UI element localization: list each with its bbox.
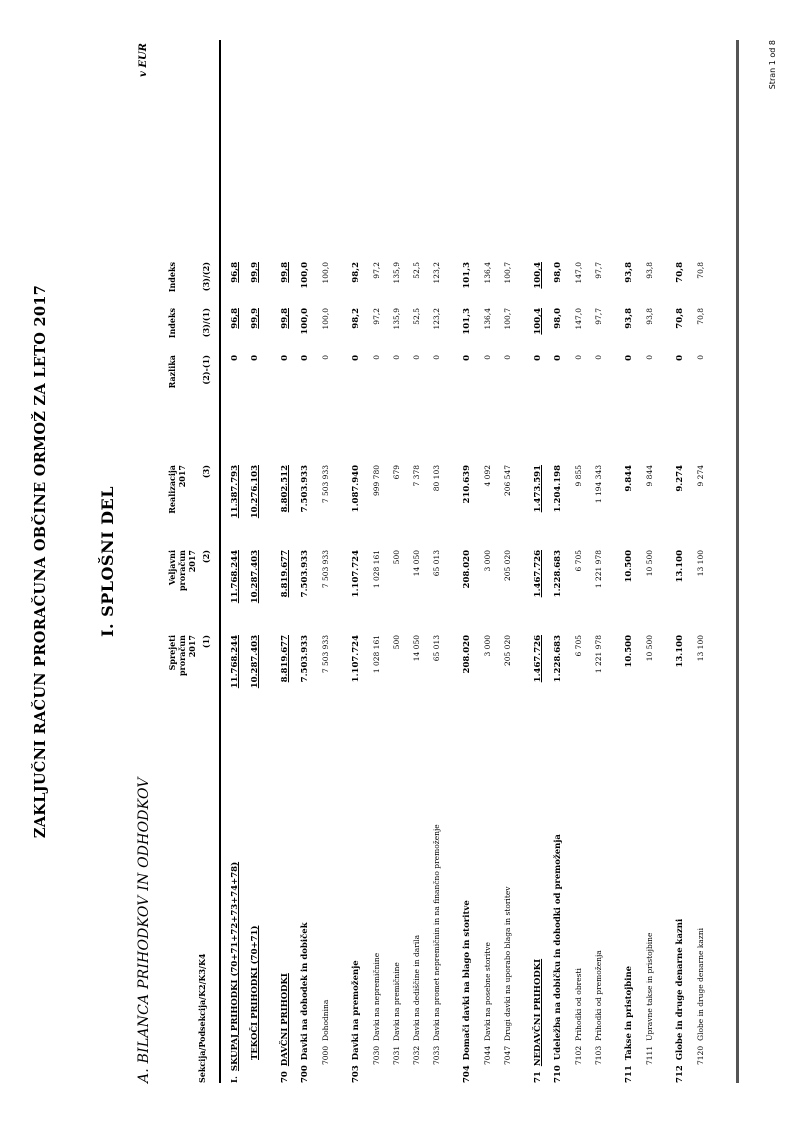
cell-v3: 7.503.933 bbox=[300, 465, 310, 513]
row-label bbox=[594, 950, 603, 1083]
row-code: I. bbox=[230, 1076, 240, 1083]
cell-v3: 9 844 bbox=[645, 465, 654, 487]
cell-raz: 0 bbox=[533, 355, 543, 361]
cell-v2: 7.503.933 bbox=[300, 550, 310, 598]
row-label bbox=[462, 900, 472, 1083]
row-name: Drugi davki na uporabo blaga in storitev bbox=[503, 886, 512, 1041]
cell-raz: 0 bbox=[624, 355, 634, 361]
table-row bbox=[392, 40, 406, 1083]
row-label bbox=[533, 959, 543, 1083]
cell-v3: 4 092 bbox=[483, 465, 492, 487]
column-header-line: (2) bbox=[201, 550, 211, 564]
cell-i2: 98,2 bbox=[351, 262, 361, 283]
table-row bbox=[351, 40, 365, 1083]
row-name: Domači davki na blago in storitve bbox=[462, 900, 472, 1061]
cell-raz: 0 bbox=[300, 355, 310, 361]
column-header-2 bbox=[167, 550, 211, 630]
cell-raz: 0 bbox=[412, 355, 421, 360]
table-row bbox=[675, 40, 689, 1083]
table-row bbox=[280, 40, 294, 1083]
cell-i1: 99,9 bbox=[250, 308, 260, 329]
cell-v3: 210.639 bbox=[462, 465, 472, 504]
table-row bbox=[624, 40, 638, 1083]
cell-v1: 1.107.724 bbox=[351, 635, 361, 683]
row-code: 7000 bbox=[321, 1045, 330, 1065]
row-name: Upravne takse in pristojbine bbox=[645, 932, 654, 1041]
cell-raz: 0 bbox=[432, 355, 441, 360]
section-title: A. BILANCA PRIHODKOV IN ODHODKOV bbox=[136, 777, 152, 1083]
cell-i1: 100,0 bbox=[321, 308, 330, 330]
cell-i1: 70,8 bbox=[696, 308, 705, 325]
column-header-line bbox=[187, 262, 197, 342]
table-row bbox=[553, 40, 567, 1083]
cell-i2: 99,9 bbox=[250, 262, 260, 283]
cell-raz: 0 bbox=[553, 355, 563, 361]
cell-v1: 7.503.933 bbox=[300, 635, 310, 683]
row-label bbox=[412, 935, 421, 1083]
row-label bbox=[230, 862, 240, 1083]
cell-v1: 65 013 bbox=[432, 635, 441, 662]
cell-raz: 0 bbox=[250, 355, 260, 361]
row-label bbox=[553, 834, 563, 1083]
cell-raz: 0 bbox=[351, 355, 361, 361]
row-code: 700 bbox=[300, 1065, 310, 1083]
row-label bbox=[503, 886, 512, 1083]
cell-i1: 123,2 bbox=[432, 308, 441, 330]
cell-v1: 6 705 bbox=[574, 635, 583, 657]
row-label bbox=[624, 966, 634, 1083]
row-name: Davki na dohodek in dobiček bbox=[300, 922, 310, 1061]
cell-v3: 9.844 bbox=[624, 465, 634, 492]
cell-i2: 100,7 bbox=[503, 262, 512, 284]
cell-i2: 100,4 bbox=[533, 262, 543, 289]
row-label bbox=[321, 1000, 330, 1083]
cell-v2: 13 100 bbox=[696, 550, 705, 577]
row-name: Prihodki od premoženja bbox=[594, 950, 603, 1041]
row-code: 7120 bbox=[696, 1045, 705, 1065]
cell-i1: 100,7 bbox=[503, 308, 512, 330]
cell-v2: 14 050 bbox=[412, 550, 421, 577]
row-name: Globe in druge denarne kazni bbox=[675, 918, 685, 1061]
document-title: ZAKLJUČNI RAČUN PRORAČUNA OBČINE ORMOŽ ZA LETO 2017 bbox=[32, 284, 49, 839]
row-code: 711 bbox=[624, 1065, 634, 1083]
cell-v3: 1.473.591 bbox=[533, 465, 543, 513]
cell-v2: 1 221 978 bbox=[594, 550, 603, 589]
cell-v3: 999 780 bbox=[372, 465, 381, 497]
column-header-6 bbox=[167, 262, 211, 342]
column-header-3 bbox=[167, 465, 211, 545]
row-code: 7044 bbox=[483, 1045, 492, 1065]
cell-v1: 10.287.403 bbox=[250, 635, 260, 689]
cell-v1: 11.768.244 bbox=[230, 635, 240, 689]
column-header-line: Realizacija bbox=[167, 465, 177, 514]
row-label bbox=[483, 942, 492, 1083]
cell-i1: 100,0 bbox=[300, 308, 310, 335]
cell-v2: 10.287.403 bbox=[250, 550, 260, 604]
cell-raz: 0 bbox=[321, 355, 330, 360]
row-code: 710 bbox=[553, 1065, 563, 1083]
cell-v2: 10.500 bbox=[624, 550, 634, 583]
table-row bbox=[412, 40, 426, 1083]
cell-i1: 100,4 bbox=[533, 308, 543, 335]
cell-v2: 1.467.726 bbox=[533, 550, 543, 598]
column-header-line bbox=[187, 465, 197, 545]
table-row bbox=[300, 40, 314, 1083]
cell-v3: 9 274 bbox=[696, 465, 705, 487]
cell-i2: 70,8 bbox=[675, 262, 685, 283]
row-name: Takse in pristojbine bbox=[624, 965, 634, 1061]
row-name: NEDAVČNI PRIHODKI bbox=[533, 958, 543, 1067]
row-label bbox=[645, 933, 654, 1083]
table-row bbox=[483, 40, 497, 1083]
cell-i1: 70,8 bbox=[675, 308, 685, 329]
cell-v2: 205 020 bbox=[503, 550, 512, 582]
table-row bbox=[462, 40, 476, 1083]
header-rule bbox=[219, 40, 221, 1083]
column-label-header: Sekcija/Podsekcija/K2/K3/K4 bbox=[197, 953, 207, 1083]
row-code: 7103 bbox=[594, 1045, 603, 1065]
row-code: 7102 bbox=[574, 1045, 583, 1065]
cell-raz: 0 bbox=[392, 355, 401, 360]
cell-raz: 0 bbox=[645, 355, 654, 360]
part-title: I. SPLOŠNI DEL bbox=[98, 486, 117, 637]
column-header-line: proračun bbox=[177, 550, 187, 592]
table-row bbox=[645, 40, 659, 1083]
cell-i1: 97,2 bbox=[372, 308, 381, 325]
cell-v3: 80 103 bbox=[432, 465, 441, 492]
cell-v1: 3 000 bbox=[483, 635, 492, 657]
cell-i1: 136,4 bbox=[483, 308, 492, 330]
column-header-line: (2)-(1) bbox=[201, 355, 211, 385]
cell-raz: 0 bbox=[574, 355, 583, 360]
row-name: TEKOČI PRIHODKI (70+71) bbox=[250, 925, 260, 1060]
cell-v1: 13.100 bbox=[675, 635, 685, 668]
cell-v3: 9.274 bbox=[675, 465, 685, 492]
column-header-line: (3) bbox=[201, 465, 211, 479]
table-row bbox=[432, 40, 446, 1083]
cell-v1: 14 050 bbox=[412, 635, 421, 662]
cell-i1: 147,0 bbox=[574, 308, 583, 330]
cell-i2: 136,4 bbox=[483, 262, 492, 284]
table-row bbox=[574, 40, 588, 1083]
cell-i2: 147,0 bbox=[574, 262, 583, 284]
row-code: 704 bbox=[462, 1065, 472, 1083]
cell-i2: 93,8 bbox=[645, 262, 654, 279]
cell-v1: 7 503 933 bbox=[321, 635, 330, 674]
cell-v2: 500 bbox=[392, 550, 401, 565]
row-name: Dohodnina bbox=[321, 999, 330, 1041]
cell-i2: 98,0 bbox=[553, 262, 563, 283]
cell-v3: 7 378 bbox=[412, 465, 421, 487]
column-header-line bbox=[177, 262, 187, 342]
cell-raz: 0 bbox=[462, 355, 472, 361]
row-name: Prihodki od obresti bbox=[574, 968, 583, 1041]
column-header-line: (3)/(2) bbox=[201, 262, 211, 292]
row-label bbox=[372, 953, 381, 1083]
cell-i2: 101,3 bbox=[462, 262, 472, 289]
row-label bbox=[392, 962, 401, 1083]
cell-v2: 11.768.244 bbox=[230, 550, 240, 604]
table-row bbox=[533, 40, 547, 1083]
row-name: DAVČNI PRIHODKI bbox=[280, 973, 290, 1067]
column-header-line: Sprejeti bbox=[167, 635, 177, 671]
cell-raz: 0 bbox=[503, 355, 512, 360]
column-header-line: 2017 bbox=[187, 635, 197, 658]
cell-v2: 1.107.724 bbox=[351, 550, 361, 598]
row-name: Davki na dediščine in darila bbox=[412, 934, 421, 1041]
row-label bbox=[250, 926, 260, 1083]
row-label bbox=[675, 919, 685, 1083]
cell-raz: 0 bbox=[280, 355, 290, 361]
cell-v3: 8.802.512 bbox=[280, 465, 290, 513]
cell-v2: 8.819.677 bbox=[280, 550, 290, 598]
cell-v2: 3 000 bbox=[483, 550, 492, 572]
row-name: Udeležba na dobičku in dohodki od premoženja bbox=[553, 834, 563, 1061]
row-code: 71 bbox=[533, 1071, 543, 1083]
cell-v1: 1 221 978 bbox=[594, 635, 603, 674]
cell-v3: 10.276.103 bbox=[250, 465, 260, 519]
row-name: SKUPAJ PRIHODKI (70+71+72+73+74+78) bbox=[230, 861, 240, 1072]
cell-i2: 99,8 bbox=[280, 262, 290, 283]
cell-i1: 52,5 bbox=[412, 308, 421, 325]
cell-i2: 100,0 bbox=[321, 262, 330, 284]
cell-v2: 65 013 bbox=[432, 550, 441, 577]
cell-i1: 97,7 bbox=[594, 308, 603, 325]
cell-v1: 10.500 bbox=[624, 635, 634, 668]
cell-raz: 0 bbox=[675, 355, 685, 361]
row-name: Davki na premoženje bbox=[351, 960, 361, 1061]
table-row bbox=[594, 40, 608, 1083]
table-row bbox=[230, 40, 244, 1083]
bottom-rule bbox=[736, 40, 739, 1083]
cell-i1: 98,2 bbox=[351, 308, 361, 329]
table-row bbox=[250, 40, 264, 1083]
cell-raz: 0 bbox=[372, 355, 381, 360]
table-row bbox=[321, 40, 335, 1083]
table-row bbox=[372, 40, 386, 1083]
row-label bbox=[574, 968, 583, 1083]
row-code: 7047 bbox=[503, 1045, 512, 1065]
cell-v3: 1.204.198 bbox=[553, 465, 563, 513]
cell-raz: 0 bbox=[696, 355, 705, 360]
row-name: Davki na posebne storitve bbox=[483, 942, 492, 1041]
cell-raz: 0 bbox=[230, 355, 240, 361]
row-name: Davki na promet nepremičnin in na finančno premoženje bbox=[432, 824, 441, 1041]
cell-v2: 13.100 bbox=[675, 550, 685, 583]
cell-i2: 70,8 bbox=[696, 262, 705, 279]
unit-label: v EUR bbox=[138, 43, 149, 77]
cell-v2: 1 028 161 bbox=[372, 550, 381, 589]
cell-i2: 97,2 bbox=[372, 262, 381, 279]
cell-i1: 101,3 bbox=[462, 308, 472, 335]
cell-i1: 98,0 bbox=[553, 308, 563, 329]
cell-v2: 6 705 bbox=[574, 550, 583, 572]
page-number: Stran 1 od 8 bbox=[768, 40, 777, 90]
cell-v1: 208.020 bbox=[462, 635, 472, 674]
cell-v2: 10 500 bbox=[645, 550, 654, 577]
column-header-line: 2017 bbox=[187, 550, 197, 573]
cell-i2: 100,0 bbox=[300, 262, 310, 289]
row-code: 703 bbox=[351, 1065, 361, 1083]
cell-i2: 96,8 bbox=[230, 262, 240, 283]
column-header-line: (1) bbox=[201, 635, 211, 649]
row-label bbox=[351, 960, 361, 1083]
cell-i1: 135,9 bbox=[392, 308, 401, 330]
row-code: 7031 bbox=[392, 1045, 401, 1065]
cell-v1: 1 028 161 bbox=[372, 635, 381, 674]
cell-v3: 1.087.940 bbox=[351, 465, 361, 513]
cell-v1: 500 bbox=[392, 635, 401, 650]
cell-v1: 10 500 bbox=[645, 635, 654, 662]
row-code: 7032 bbox=[412, 1045, 421, 1065]
cell-v1: 1.228.683 bbox=[553, 635, 563, 683]
cell-v3: 206 547 bbox=[503, 465, 512, 497]
row-code: 7033 bbox=[432, 1045, 441, 1065]
cell-i1: 93,8 bbox=[645, 308, 654, 325]
cell-i2: 123,2 bbox=[432, 262, 441, 284]
cell-v3: 11.387.793 bbox=[230, 465, 240, 519]
column-header-line: Razlika bbox=[167, 355, 177, 389]
cell-v2: 208.020 bbox=[462, 550, 472, 589]
column-header-line: 2017 bbox=[177, 465, 187, 488]
cell-v3: 679 bbox=[392, 465, 401, 480]
row-code: 70 bbox=[280, 1071, 290, 1083]
table-row bbox=[696, 40, 710, 1083]
column-header-line: Veljavni bbox=[167, 550, 177, 586]
row-name: Davki na premičnine bbox=[392, 962, 401, 1041]
column-header-line: (3)/(1) bbox=[201, 308, 211, 338]
cell-i2: 97,7 bbox=[594, 262, 603, 279]
cell-i2: 135,9 bbox=[392, 262, 401, 284]
column-header-line: Indeks bbox=[167, 308, 177, 339]
cell-v2: 7 503 933 bbox=[321, 550, 330, 589]
row-label bbox=[280, 973, 290, 1083]
cell-raz: 0 bbox=[594, 355, 603, 360]
cell-v3: 7 503 933 bbox=[321, 465, 330, 504]
cell-i1: 99,8 bbox=[280, 308, 290, 329]
cell-v1: 205 020 bbox=[503, 635, 512, 667]
cell-v1: 13 100 bbox=[696, 635, 705, 662]
row-label bbox=[696, 928, 705, 1083]
cell-i2: 52,5 bbox=[412, 262, 421, 279]
cell-v2: 1.228.683 bbox=[553, 550, 563, 598]
row-name: Davki na nepremičnine bbox=[372, 952, 381, 1041]
cell-v3: 9 855 bbox=[574, 465, 583, 487]
table-row bbox=[503, 40, 517, 1083]
row-code: 712 bbox=[675, 1065, 685, 1083]
column-header-line: Indeks bbox=[167, 262, 177, 293]
cell-v1: 1.467.726 bbox=[533, 635, 543, 683]
cell-i1: 96,8 bbox=[230, 308, 240, 329]
row-name: Globe in druge denarne kazni bbox=[696, 927, 705, 1041]
cell-raz: 0 bbox=[483, 355, 492, 360]
row-label bbox=[432, 824, 441, 1083]
row-code: 7111 bbox=[645, 1045, 654, 1065]
column-header-1 bbox=[167, 635, 211, 715]
column-header-line: proračun bbox=[177, 635, 187, 677]
row-label bbox=[300, 922, 310, 1083]
cell-i1: 93,8 bbox=[624, 308, 634, 329]
row-code: 7030 bbox=[372, 1045, 381, 1065]
cell-v1: 8.819.677 bbox=[280, 635, 290, 683]
cell-i2: 93,8 bbox=[624, 262, 634, 283]
cell-v3: 1 194 343 bbox=[594, 465, 603, 504]
